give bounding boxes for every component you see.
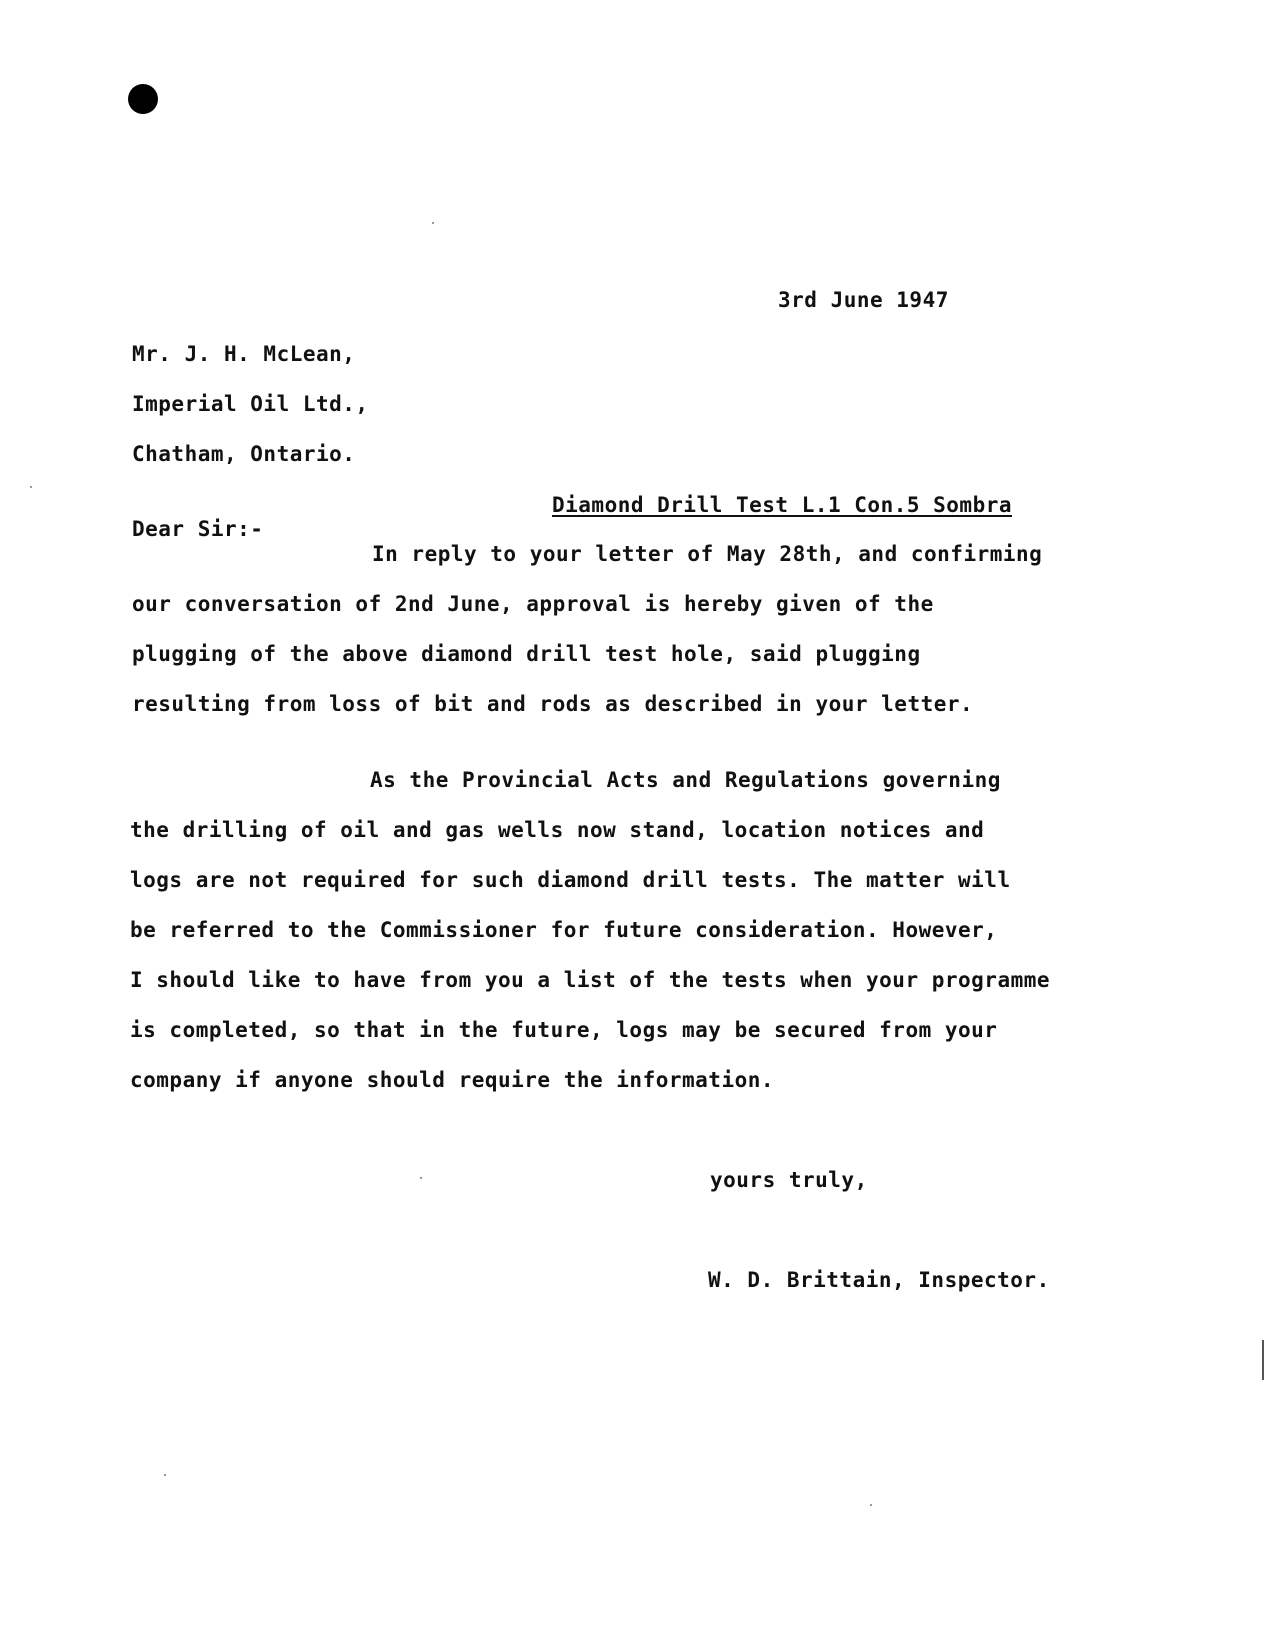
paragraph-1-line: In reply to your letter of May 28th, and confirming: [372, 542, 1043, 566]
scan-speck: [30, 486, 32, 488]
punch-hole: [128, 84, 158, 114]
paragraph-2-line: is completed, so that in the future, logs may be secured from your: [130, 1018, 998, 1042]
paragraph-2-line: company if anyone should require the information.: [130, 1068, 775, 1092]
subject-line: Diamond Drill Test L.1 Con.5 Sombra: [552, 493, 1013, 517]
recipient-name: Mr. J. H. McLean,: [132, 342, 356, 366]
scan-speck: [432, 222, 434, 224]
paragraph-1-line: our conversation of 2nd June, approval is hereby given of the: [132, 592, 934, 616]
closing: yours truly,: [710, 1168, 868, 1192]
paragraph-1-line: resulting from loss of bit and rods as described in your letter.: [132, 692, 974, 716]
recipient-location: Chatham, Ontario.: [132, 442, 356, 466]
paragraph-2-line: logs are not required for such diamond drill tests. The matter will: [130, 868, 1011, 892]
paragraph-1-line: plugging of the above diamond drill test hole, said plugging: [132, 642, 921, 666]
paragraph-2-line: As the Provincial Acts and Regulations governing: [370, 768, 1001, 792]
paragraph-2-line: the drilling of oil and gas wells now stand, location notices and: [130, 818, 985, 842]
scan-speck: [420, 1177, 422, 1179]
recipient-company: Imperial Oil Ltd.,: [132, 392, 369, 416]
paragraph-2-line: I should like to have from you a list of the tests when your programme: [130, 968, 1051, 992]
scan-edge-mark: [1262, 1340, 1264, 1380]
scan-speck: [164, 1474, 166, 1476]
scan-speck: [870, 1504, 872, 1506]
salutation: Dear Sir:-: [132, 517, 264, 541]
letter-date: 3rd June 1947: [778, 288, 949, 312]
paragraph-2-line: be referred to the Commissioner for future consideration. However,: [130, 918, 998, 942]
signature: W. D. Brittain, Inspector.: [708, 1268, 1050, 1292]
